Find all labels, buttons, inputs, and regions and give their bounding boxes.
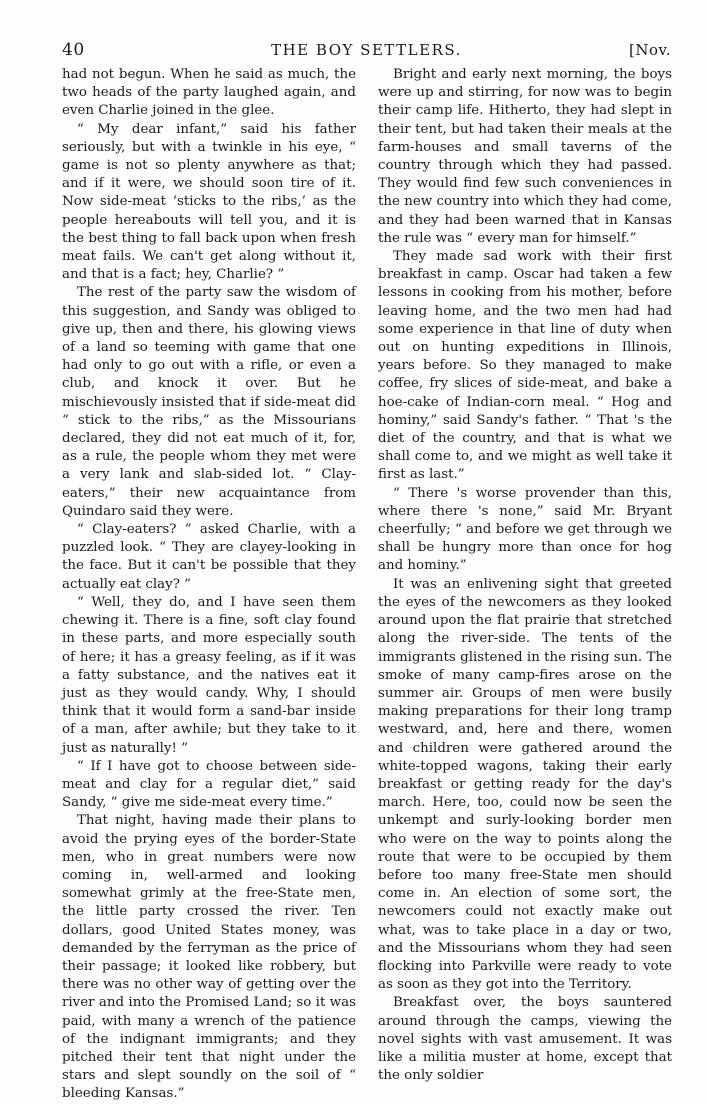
right-column (378, 66, 672, 1104)
paragraph: “ Clay-eaters? ” asked Charlie, with a puzzled look. “ They are clayey-looking in the face. But it can't be possible that they actually eat clay? ” (62, 522, 356, 592)
left-column (62, 66, 356, 1104)
paragraph: It was an enlivening sight that greeted the eyes of the newcomers as they looked around upon the flat prairie that stretched along the river-side. The tents of the immigrants glistened in the rising sun. The smoke of many camp-fires arose on the summer air. Groups of men were busily making preparations for their long tramp westward, and, here and there, women and children were gathered around the white-topped wagons, taking their early breakfast or getting ready for the day's march. Here, too, could now be seen the unkempt and surly-looking border men who were on the way to points along the route that were to be occupied by them before too many free-State men should come in. An election of some sort, the newcomers could not exactly make out what, was to take place in a day or two, and the Missourians whom they had seen flocking into Parkville were ready to vote as soon as they got into the Territory. (378, 576, 672, 993)
running-title: THE BOY SETTLERS. (271, 41, 462, 59)
paragraph: That night, having made their plans to avoid the prying eyes of the border-State men, who in great numbers were now coming in, well-armed and looking somewhat grimly at the free-State men, the little party crossed the river. Ten dollars, good United States money, was demanded by the ferryman as the price of their passage; it looked like robbery, but there was no other way of getting over the river and into the Promised Land; so it was paid, with many a wrench of the patience of the indignant immigrants; and they pitched their tent that night under the stars and slept soundly on the soil of “ bleeding Kansas.” (62, 813, 356, 1102)
paragraph: “ If I have got to choose between side-meat and clay for a regular diet,” said Sandy, “ give me side-meat every time.” (62, 758, 356, 811)
page-number: 40 (62, 40, 85, 60)
issue-month: [Nov. (629, 41, 671, 59)
paragraph: “ My dear infant,” said his father seriously, but with a twinkle in his eye, “ game is not so plenty anywhere as that; and if it were, we should soon tire of it. Now side-meat ‘sticks to the ribs,’ as the people hereabouts will tell you, and it is the best thing to fall back upon when fresh meat fails. We can't get along without it, and that is a fact; hey, Charlie? ” (62, 121, 356, 283)
text-columns (62, 66, 672, 1104)
paragraph: Breakfast over, the boys sauntered around through the camps, viewing the novel sights with vast amusement. It was like a militia muster at home, except that the only soldier (378, 995, 672, 1084)
paragraph: Bright and early next morning, the boys were up and stirring, for now was to begin their camp life. Hitherto, they had slept in their tent, but had taken their meals at the farm-houses and small taverns of the country through which they had passed. They would find few such conveniences in the new country into which they had come, and they had been warned that in Kansas the rule was “ every man for himself.” (378, 67, 672, 246)
paragraph: The rest of the party saw the wisdom of this suggestion, and Sandy was obliged to give up, then and there, his glowing views of a land so teeming with game that one had only to go out with a rifle, or even a club, and knock it over. But he mischievously insisted that if side-meat did “ stick to the ribs,” as the Missourians declared, they did not eat much of it, for, as a rule, the people whom they met were a very lank and slab-sided lot. “ Clay-eaters,” their new acquaintance from Quindaro said they were. (62, 285, 356, 519)
paragraph: had not begun. When he said as much, the two heads of the party laughed again, and even Charlie joined in the glee. (62, 67, 356, 119)
running-header (62, 40, 671, 64)
paragraph: They made sad work with their first breakfast in camp. Oscar had taken a few lessons in cooking from his mother, before leaving home, and the two men had had some experience in that line of duty when out on hunting expeditions in Illinois, years before. So they managed to make coffee, fry slices of side-meat, and bake a hoe-cake of Indian-corn meal. “ Hog and hominy,” said Sandy's father. “ That 's the diet of the country, and that is what we shall come to, and we might as well take it first as last.” (378, 249, 672, 483)
paragraph: “ There 's worse provender than this, where there 's none,” said Mr. Bryant cheerfully; “ and before we get through we shall be hungry more than once for hog and hominy.” (378, 485, 672, 574)
paragraph: “ Well, they do, and I have seen them chewing it. There is a fine, soft clay found in these parts, and more especially south of here; it has a greasy feeling, as if it was a fatty substance, and the natives eat it just as they would candy. Why, I should think that it would form a sand-bar inside of a man, after awhile; but they take to it just as naturally! ” (62, 594, 356, 756)
